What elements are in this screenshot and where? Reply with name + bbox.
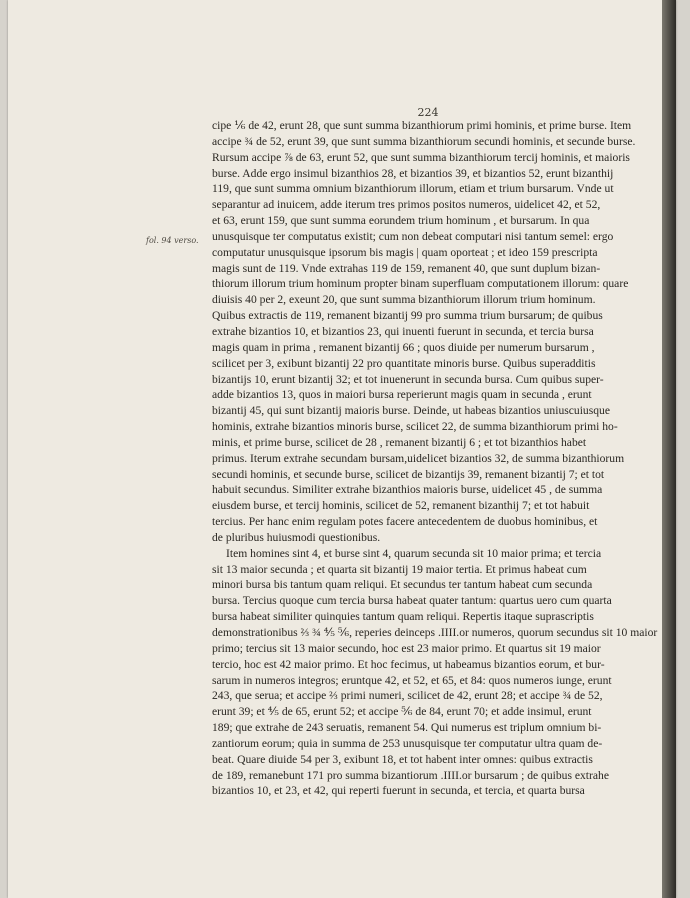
text-line: scilicet per 3, exibunt bizantij 22 pro quantitate minoris burse. Quibus superadditis — [212, 356, 596, 370]
text-line: primus. Iterum extrahe secundam bursam,uidelicet bizantios 32, de summa bizanthiorum — [212, 451, 625, 465]
margin-note: fol. 94 verso. — [146, 236, 199, 245]
text-line: eiusdem burse, et tercij hominis, scilicet de 52, remanent bizanthij 7; et tot habuit — [212, 499, 590, 513]
text-line: secundi hominis, et secunde burse, scilicet de bizantijs 39, remanent bizantij 7; et tot — [212, 467, 605, 481]
text-line: minis, et prime burse, scilicet de 28 , remanent bizantij 6 ; et tot bizanthios habet — [212, 435, 587, 449]
text-line: magis sunt de 119. Vnde extrahas 119 de 159, remanent 40, que sunt duplum bizan- — [212, 261, 601, 275]
text-line: Item homines sint 4, et burse sint 4, quarum secunda sit 10 maior prima; et tercia — [226, 546, 602, 560]
text-line: adde bizantios 13, quos in maiori bursa reperierunt magis quam in secunda , erunt — [212, 388, 592, 402]
text-line: diuisis 40 per 2, exeunt 20, que sunt summa bizanthiorum illorum trium hominum. — [212, 293, 596, 307]
text-line: primo; tercius sit 13 maior secundo, hoc est 23 maior primo. Et quartus sit 19 maior — [212, 641, 601, 655]
text-line: et 63, erunt 159, que sunt summa eorundem trium hominum , et bursarum. In qua — [212, 214, 590, 228]
text-line: Rursum accipe ⅞ de 63, erunt 52, que sunt summa bizanthiorum tercij hominis, et maioris — [212, 150, 630, 164]
text-line: burse. Adde ergo insimul bizanthios 28, et bizantios 39, et bizantios 52, erunt bizanthij — [212, 166, 614, 180]
text-line: magis quam in prima , remanent bizantij 66 ; quos diuide per numerum bursarum , — [212, 340, 595, 354]
text-line: de 189, remanebunt 171 pro summa bizantiorum .IIII.or bursarum ; de quibus extrahe — [212, 768, 609, 782]
text-line: cipe ⅙ de 42, erunt 28, que sunt summa bizanthiorum primi hominis, et prime burse. Item — [212, 119, 632, 132]
text-line: beat. Quare diuide 54 per 3, exibunt 18, et tot habent inter omnes: quibus extractis — [212, 752, 593, 766]
text-line: thiorum illorum trium hominum propter binam superfluam computationem illorum: quare — [212, 277, 629, 291]
text-line: hominis, extrahe bizantios minoris burse, scilicet 22, de summa bizanthiorum primi ho- — [212, 420, 618, 434]
text-line: 189; que extrahe de 243 seruatis, remanent 54. Qui numerus est triplum omnium bi- — [212, 721, 602, 735]
text-line: Quibus extractis de 119, remanent bizantij 99 pro summa trium bursarum; de quibus — [212, 309, 603, 323]
text-line: bizantij 45, qui sunt bizantij maioris burse. Deinde, ut habeas bizantios uniuscuiusque — [212, 404, 610, 418]
text-line: demonstrationibus ⅔ ¾ ⅘ ⅚, reperies deinceps .IIII.or numeros, quorum secundus sit 10 maior — [212, 626, 658, 639]
text-line: bizantios 10, et 23, et 42, qui reperti fuerunt in secunda, et tercia, et quarta bursa — [212, 784, 585, 798]
text-line: separantur ad inuicem, adde iterum tres primos positos numeros, uidelicet 42, et 52, — [212, 198, 601, 212]
body-text — [212, 118, 664, 799]
text-line: accipe ¾ de 52, erunt 39, que sunt summa bizanthiorum secundi hominis, et secunde burse. — [212, 134, 636, 148]
page-number: 224 — [417, 106, 439, 119]
text-line: unusquisque ter computatus existit; cum non debeat computari nisi tantum semel: ergo — [212, 229, 614, 243]
text-line: computatur unusquisque ipsorum bis magis | quam oporteat ; et ideo 159 prescripta — [212, 245, 598, 259]
text-line: minori bursa bis tantum quam reliqui. Et secundus ter tantum habeat cum secunda — [212, 578, 593, 592]
text-line: habuit secundus. Similiter extrahe bizanthios maioris burse, uidelicet 45 , de summa — [212, 483, 603, 497]
text-line: de pluribus huiusmodi questionibus. — [212, 530, 381, 544]
text-line: sit 13 maior secunda ; et quarta sit bizantij 19 maior tertia. Et primus habeat cum — [212, 562, 587, 576]
text-line: 243, que serua; et accipe ⅔ primi numeri, scilicet de 42, erunt 28; et accipe ¾ de 52, — [212, 689, 603, 703]
text-line: extrahe bizantios 10, et bizantios 23, qui inuenti fuerunt in secunda, et tercia bursa — [212, 324, 594, 338]
text-line: bursa habeat similiter quinquies tantum quam reliqui. Repertis itaque suprascriptis — [212, 610, 594, 624]
text-line: sarum in numeros integros; eruntque 42, et 52, et 65, et 84: quos numeros iunge, erunt — [212, 673, 612, 687]
text-line: tercius. Per hanc enim regulam potes facere antecedentem de duobus hominibus, et — [212, 515, 598, 529]
book-page — [8, 0, 676, 898]
book-binding-edge — [662, 0, 676, 898]
text-line: bursa. Tercius quoque cum tercia bursa habeat quater tantum: quartus uero cum quarta — [212, 594, 612, 608]
text-line: tercio, hoc est 42 maior primo. Et hoc fecimus, ut habeamus bizantios eorum, et bur- — [212, 657, 605, 671]
text-line: bizantijs 10, erunt bizantij 32; et tot inuenerunt in secunda bursa. Cum quibus super- — [212, 372, 604, 386]
text-line: erunt 39; et ⅘ de 65, erunt 52; et accipe ⅚ de 84, erunt 70; et adde insimul, erunt — [212, 705, 592, 719]
text-line: zantiorum eorum; quia in summa de 253 unusquisque ter computatur ultra quam de- — [212, 736, 603, 750]
text-line: 119, que sunt summa omnium bizanthiorum illorum, etiam et trium bursarum. Vnde ut — [212, 182, 614, 196]
